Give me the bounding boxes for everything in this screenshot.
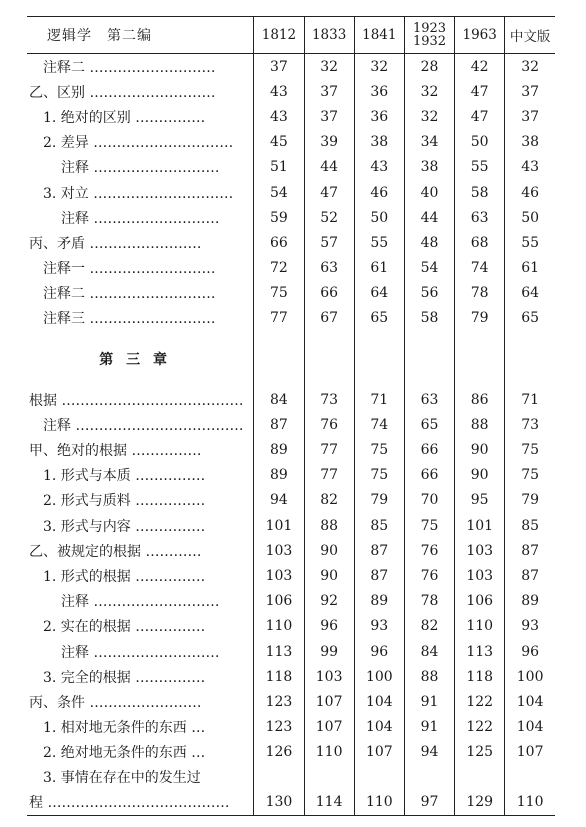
page-number-cell: 100 — [354, 664, 404, 689]
table-body — [27, 54, 555, 816]
page-number-cell: 79 — [354, 488, 404, 513]
page-number-cell: 63 — [455, 205, 505, 230]
page-number-cell: 113 — [254, 639, 304, 664]
page-number-cell: 64 — [354, 281, 404, 306]
entry-label: 乙、被规定的根据 ………… — [29, 543, 202, 560]
page-number-cell: 107 — [505, 740, 555, 765]
page-number-cell: 96 — [354, 639, 404, 664]
entry-label: 丙、矛盾 …………………… — [29, 235, 202, 252]
page-number-cell: 36 — [354, 104, 404, 129]
entry-label: 注释 ……………………… — [61, 644, 220, 661]
table-row — [27, 306, 555, 331]
page-number-cell: 89 — [354, 589, 404, 614]
page-number-cell: 65 — [505, 306, 555, 331]
table-header — [27, 17, 555, 54]
page-number-cell: 48 — [404, 230, 454, 255]
table-row — [27, 614, 555, 639]
entry-label: 根据 ………………………………… — [29, 392, 244, 409]
entry-label: 程 ………………………………… — [27, 790, 254, 816]
page-number-cell: 40 — [404, 180, 454, 205]
page-number-cell: 110 — [304, 740, 354, 765]
entry-label: 丙、条件 …………………… — [29, 694, 202, 711]
page-number-cell: 50 — [354, 205, 404, 230]
table-row — [27, 230, 555, 255]
table-row — [27, 155, 555, 180]
table-row — [27, 130, 555, 155]
page-number-cell: 73 — [505, 412, 555, 437]
page-number-cell: 32 — [354, 54, 404, 80]
edition-1923-1932 — [404, 17, 454, 54]
table-row — [27, 589, 555, 614]
page-number-cell: 54 — [254, 180, 304, 205]
spacer-row — [27, 331, 555, 345]
table-title: 逻辑学 第二编 — [27, 17, 254, 54]
page-number-cell: 37 — [254, 54, 304, 80]
page-number-cell: 55 — [505, 230, 555, 255]
entry-label — [27, 373, 254, 387]
page-number-cell: 104 — [505, 689, 555, 714]
page-number-cell: 75 — [354, 437, 404, 462]
entry-label: 乙、区别 ……………………… — [29, 84, 216, 101]
page-number-cell: 88 — [455, 412, 505, 437]
page-number-cell: 51 — [254, 155, 304, 180]
page-number-cell: 67 — [304, 306, 354, 331]
page-number-cell: 71 — [354, 387, 404, 412]
page-number-cell — [254, 765, 304, 790]
table-row — [27, 513, 555, 538]
entry-label: 注释三 ……………………… — [43, 311, 216, 328]
page-number-cell: 63 — [404, 387, 454, 412]
page-number-cell: 32 — [404, 104, 454, 129]
table-row — [27, 205, 555, 230]
table-row — [27, 256, 555, 281]
page-number-cell — [354, 765, 404, 790]
page-number-cell: 55 — [354, 230, 404, 255]
page-number-cell: 90 — [455, 437, 505, 462]
page-number-cell: 66 — [254, 230, 304, 255]
page-number-cell: 63 — [304, 256, 354, 281]
table-row — [27, 79, 555, 104]
page-number-cell — [254, 373, 304, 387]
page-number-cell: 58 — [404, 306, 454, 331]
page-number-cell: 129 — [455, 790, 505, 816]
page-number-cell: 95 — [455, 488, 505, 513]
page-number-cell: 65 — [404, 412, 454, 437]
entry-label: 注释二 ……………………… — [43, 286, 216, 303]
page-number-cell: 94 — [254, 488, 304, 513]
page-number-cell: 76 — [404, 563, 454, 588]
table-row — [27, 463, 555, 488]
page-number-cell: 78 — [455, 281, 505, 306]
table-row — [27, 790, 555, 816]
page-number-cell: 90 — [304, 563, 354, 588]
page-number-cell — [505, 373, 555, 387]
page-number-cell: 66 — [304, 281, 354, 306]
page-number-cell: 87 — [505, 563, 555, 588]
page-number-cell: 118 — [254, 664, 304, 689]
page-number-cell: 37 — [304, 79, 354, 104]
page-number-cell: 101 — [254, 513, 304, 538]
table-row — [27, 180, 555, 205]
page-number-cell — [354, 373, 404, 387]
page-number-cell: 77 — [304, 463, 354, 488]
page-number-cell: 130 — [254, 790, 304, 816]
page-number-cell: 68 — [455, 230, 505, 255]
table-row — [27, 488, 555, 513]
page-number-cell: 43 — [354, 155, 404, 180]
page-number-cell — [404, 331, 454, 345]
page-number-cell: 86 — [455, 387, 505, 412]
page-number-cell — [304, 373, 354, 387]
page-number-cell: 122 — [455, 715, 505, 740]
entry-label: 2. 绝对地无条件的东西 … — [43, 745, 206, 762]
entry-label: 注释 ……………………………… — [43, 417, 244, 434]
page-number-cell: 82 — [304, 488, 354, 513]
page-number-cell: 85 — [505, 513, 555, 538]
page-number-cell: 96 — [505, 639, 555, 664]
chapter-title: 第 三 章 — [99, 352, 172, 369]
page-number-cell: 100 — [505, 664, 555, 689]
page-number-cell — [354, 331, 404, 345]
page-number-cell: 79 — [455, 306, 505, 331]
page-number-cell: 89 — [505, 589, 555, 614]
page-number-cell: 46 — [354, 180, 404, 205]
table-row — [27, 104, 555, 129]
table-row — [27, 281, 555, 306]
page-number-cell — [455, 345, 505, 373]
page-number-cell: 89 — [254, 437, 304, 462]
entry-label: 注释 ……………………… — [61, 160, 220, 177]
edition-1833: 1833 — [304, 17, 354, 54]
page-number-cell: 43 — [254, 79, 304, 104]
edition-chinese: 中文版 — [505, 17, 555, 54]
page-number-cell: 77 — [254, 306, 304, 331]
page-number-cell: 36 — [354, 79, 404, 104]
page-number-cell — [404, 345, 454, 373]
entry-label: 2. 形式与质料 …………… — [43, 493, 206, 510]
table-row — [27, 639, 555, 664]
page-number-cell: 103 — [304, 664, 354, 689]
page-number-cell: 101 — [455, 513, 505, 538]
page-number-cell: 110 — [455, 614, 505, 639]
page-number-cell: 85 — [354, 513, 404, 538]
page-number-cell: 126 — [254, 740, 304, 765]
page-number-cell: 50 — [455, 130, 505, 155]
page-number-cell — [505, 345, 555, 373]
page-number-cell: 90 — [304, 538, 354, 563]
page-number-cell — [254, 345, 304, 373]
entry-label: 3. 事情在存在中的发生过 — [43, 770, 201, 787]
page-number-cell: 43 — [505, 155, 555, 180]
page-number-cell: 99 — [304, 639, 354, 664]
page-number-cell: 103 — [254, 538, 304, 563]
page-number-cell: 58 — [455, 180, 505, 205]
page-number-cell: 87 — [354, 563, 404, 588]
entry-label: 3. 完全的根据 …………… — [43, 669, 206, 686]
page-number-cell: 89 — [254, 463, 304, 488]
page-number-cell: 103 — [254, 563, 304, 588]
page-number-cell: 46 — [505, 180, 555, 205]
page-number-cell: 106 — [254, 589, 304, 614]
page-number-cell: 94 — [404, 740, 454, 765]
page-number-cell: 75 — [505, 463, 555, 488]
page-number-cell — [505, 765, 555, 790]
table-row — [27, 437, 555, 462]
page-number-cell: 50 — [505, 205, 555, 230]
page-number-cell: 32 — [404, 79, 454, 104]
page-number-cell: 38 — [505, 130, 555, 155]
table-row — [27, 715, 555, 740]
page-number-cell: 74 — [354, 412, 404, 437]
page-number-cell: 84 — [254, 387, 304, 412]
page-number-cell: 56 — [404, 281, 454, 306]
page-number-cell: 84 — [404, 639, 454, 664]
page-number-cell: 65 — [354, 306, 404, 331]
page-number-cell — [455, 765, 505, 790]
spacer-row — [27, 373, 555, 387]
page-number-cell: 52 — [304, 205, 354, 230]
page-number-cell: 76 — [304, 412, 354, 437]
page-number-cell — [404, 765, 454, 790]
page-number-cell: 70 — [404, 488, 454, 513]
page-number-cell: 28 — [404, 54, 454, 80]
page-number-cell: 42 — [455, 54, 505, 80]
page-number-cell: 88 — [304, 513, 354, 538]
page-number-cell: 87 — [354, 538, 404, 563]
page-number-cell: 76 — [404, 538, 454, 563]
page-number-cell: 110 — [254, 614, 304, 639]
page-number-cell: 34 — [404, 130, 454, 155]
page-number-cell: 37 — [505, 79, 555, 104]
page-number-cell: 106 — [455, 589, 505, 614]
page-number-cell: 44 — [404, 205, 454, 230]
page-number-cell: 114 — [304, 790, 354, 816]
edition-year-part: 1923 — [412, 21, 447, 36]
entry-label: 1. 形式与本质 …………… — [43, 468, 206, 485]
entry-label — [27, 331, 254, 345]
entry-label: 注释 ……………………… — [61, 210, 220, 227]
entry-label: 3. 对立 ………………………… — [43, 185, 234, 202]
concordance-table — [27, 16, 555, 816]
table-row — [27, 664, 555, 689]
page-number-cell: 107 — [304, 689, 354, 714]
page-number-cell: 38 — [404, 155, 454, 180]
page-number-cell: 72 — [254, 256, 304, 281]
page-number-cell — [304, 765, 354, 790]
table-row — [27, 740, 555, 765]
entry-label: 1. 形式的根据 …………… — [43, 568, 206, 585]
page-number-cell: 123 — [254, 689, 304, 714]
page-number-cell: 59 — [254, 205, 304, 230]
entry-label: 甲、绝对的根据 …………… — [29, 443, 202, 460]
page-number-cell: 57 — [304, 230, 354, 255]
page-number-cell — [304, 331, 354, 345]
entry-label: 注释一 ……………………… — [43, 261, 216, 278]
page-number-cell: 71 — [505, 387, 555, 412]
page-number-cell: 54 — [404, 256, 454, 281]
page-number-cell: 110 — [354, 790, 404, 816]
chapter-heading-row — [27, 345, 555, 373]
page-number-cell: 66 — [404, 437, 454, 462]
page-number-cell: 32 — [505, 54, 555, 80]
page-number-cell: 38 — [354, 130, 404, 155]
entry-label: 注释 ……………………… — [61, 594, 220, 611]
table-row — [27, 54, 555, 80]
page-number-cell: 61 — [354, 256, 404, 281]
page-number-cell: 32 — [304, 54, 354, 80]
page-number-cell: 37 — [505, 104, 555, 129]
edition-1841: 1841 — [354, 17, 404, 54]
page-number-cell: 107 — [354, 740, 404, 765]
page-number-cell: 118 — [455, 664, 505, 689]
page-number-cell — [304, 345, 354, 373]
page-number-cell: 87 — [254, 412, 304, 437]
page-number-cell: 125 — [455, 740, 505, 765]
table-row — [27, 563, 555, 588]
page-number-cell: 92 — [304, 589, 354, 614]
page-number-cell: 91 — [404, 689, 454, 714]
page-number-cell: 96 — [304, 614, 354, 639]
page-number-cell: 91 — [404, 715, 454, 740]
page-number-cell: 64 — [505, 281, 555, 306]
table-row — [27, 387, 555, 412]
page-number-cell: 75 — [404, 513, 454, 538]
page-number-cell: 97 — [404, 790, 454, 816]
entry-label: 2. 实在的根据 …………… — [43, 619, 206, 636]
page-number-cell — [505, 331, 555, 345]
page-number-cell: 122 — [455, 689, 505, 714]
edition-1963: 1963 — [455, 17, 505, 54]
page-number-cell: 55 — [455, 155, 505, 180]
entry-label: 3. 形式与内容 …………… — [43, 518, 206, 535]
table-row — [27, 412, 555, 437]
edition-year-part: 1932 — [412, 34, 447, 49]
table-row — [27, 765, 555, 790]
page-number-cell: 44 — [304, 155, 354, 180]
page-number-cell: 47 — [455, 104, 505, 129]
entry-label: 1. 绝对的区别 …………… — [43, 109, 206, 126]
page-number-cell: 104 — [354, 715, 404, 740]
page-number-cell: 103 — [455, 538, 505, 563]
page-number-cell: 61 — [505, 256, 555, 281]
page-number-cell: 90 — [455, 463, 505, 488]
page-number-cell — [404, 373, 454, 387]
page-number-cell: 79 — [505, 488, 555, 513]
entry-label: 2. 差异 ………………………… — [43, 135, 234, 152]
page-number-cell: 45 — [254, 130, 304, 155]
page-number-cell: 88 — [404, 664, 454, 689]
page-number-cell: 66 — [404, 463, 454, 488]
page-number-cell: 39 — [304, 130, 354, 155]
page-number-cell: 107 — [304, 715, 354, 740]
page-number-cell: 43 — [254, 104, 304, 129]
page-number-cell: 75 — [254, 281, 304, 306]
page-number-cell: 104 — [354, 689, 404, 714]
page-number-cell: 78 — [404, 589, 454, 614]
page-number-cell: 77 — [304, 437, 354, 462]
page-number-cell: 93 — [354, 614, 404, 639]
page-number-cell — [254, 331, 304, 345]
page-number-cell: 110 — [505, 790, 555, 816]
edition-1812: 1812 — [254, 17, 304, 54]
page-number-cell: 75 — [354, 463, 404, 488]
page-number-cell: 104 — [505, 715, 555, 740]
entry-label: 1. 相对地无条件的东西 … — [43, 720, 206, 737]
table-row — [27, 538, 555, 563]
page-number-cell: 74 — [455, 256, 505, 281]
page-number-cell — [455, 331, 505, 345]
page-number-cell: 113 — [455, 639, 505, 664]
page-number-cell: 37 — [304, 104, 354, 129]
page-number-cell: 47 — [304, 180, 354, 205]
page-number-cell: 73 — [304, 387, 354, 412]
page-number-cell: 103 — [455, 563, 505, 588]
page-number-cell: 47 — [455, 79, 505, 104]
entry-label: 注释二 ……………………… — [43, 59, 216, 76]
page-number-cell: 82 — [404, 614, 454, 639]
page-number-cell: 123 — [254, 715, 304, 740]
table-row — [27, 689, 555, 714]
page-number-cell — [354, 345, 404, 373]
page-number-cell: 93 — [505, 614, 555, 639]
page-number-cell: 75 — [505, 437, 555, 462]
page-number-cell: 87 — [505, 538, 555, 563]
page-number-cell — [455, 373, 505, 387]
